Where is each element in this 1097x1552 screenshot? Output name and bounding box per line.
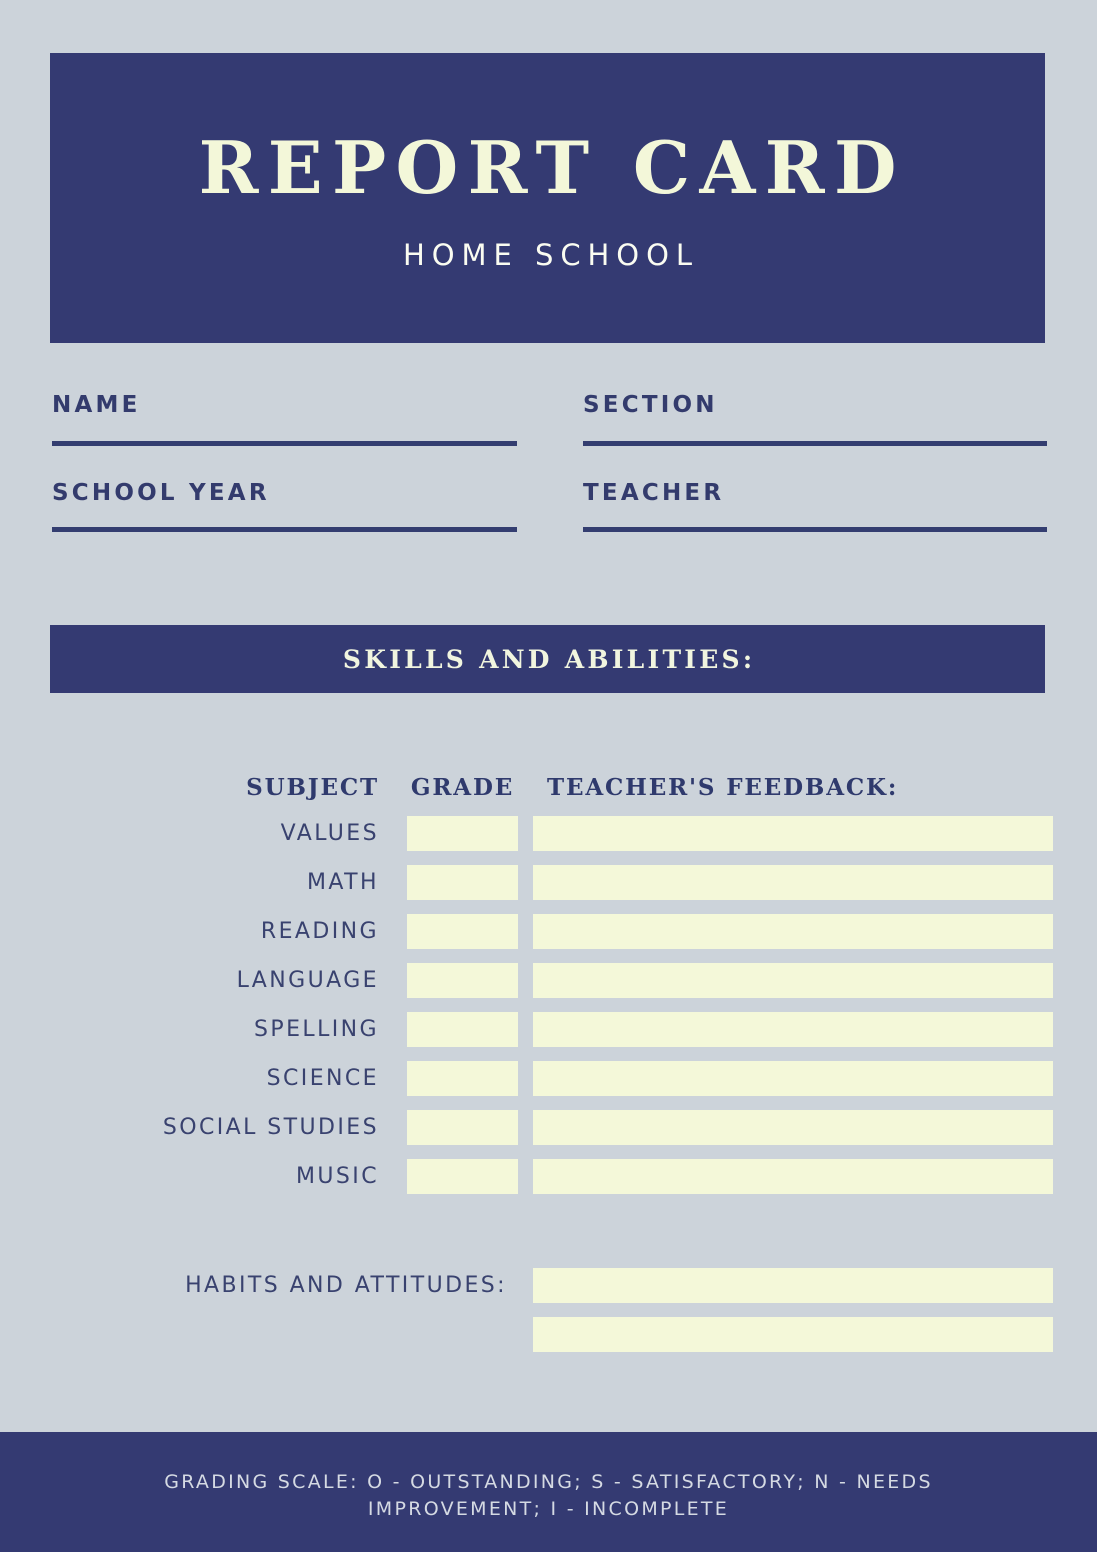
- grade-input[interactable]: [407, 914, 518, 949]
- skills-banner: [50, 625, 1045, 693]
- subject-label: SPELLING: [254, 1017, 379, 1042]
- section-input-line[interactable]: [583, 441, 1047, 446]
- name-input-line[interactable]: [52, 441, 517, 446]
- feedback-input[interactable]: [533, 1159, 1053, 1194]
- teacher-label: TEACHER: [583, 480, 725, 506]
- feedback-input[interactable]: [533, 1110, 1053, 1145]
- feedback-input[interactable]: [533, 816, 1053, 851]
- table-row: [0, 963, 1097, 998]
- subject-label: READING: [260, 919, 379, 944]
- grading-scale-line-1: GRADING SCALE: O - OUTSTANDING; S - SATISFACTORY; N - NEEDS: [164, 1471, 933, 1493]
- grading-scale-line-2: IMPROVEMENT; I - INCOMPLETE: [367, 1498, 730, 1520]
- habits-input[interactable]: [533, 1317, 1053, 1352]
- subject-label: MUSIC: [296, 1164, 379, 1189]
- feedback-input[interactable]: [533, 914, 1053, 949]
- grade-input[interactable]: [407, 865, 518, 900]
- grade-input[interactable]: [407, 1012, 518, 1047]
- table-row: [0, 1012, 1097, 1047]
- table-row: [0, 914, 1097, 949]
- table-row: [0, 816, 1097, 851]
- column-header-grade: GRADE: [410, 774, 515, 801]
- grade-input[interactable]: [407, 963, 518, 998]
- footer-bar: [0, 1432, 1097, 1552]
- school-year-input-line[interactable]: [52, 527, 517, 532]
- feedback-input[interactable]: [533, 1012, 1053, 1047]
- habits-input[interactable]: [533, 1268, 1053, 1303]
- feedback-input[interactable]: [533, 1061, 1053, 1096]
- header-block: [50, 53, 1045, 343]
- table-row: [0, 1061, 1097, 1096]
- name-label: NAME: [52, 392, 141, 418]
- teacher-input-line[interactable]: [583, 527, 1047, 532]
- grade-input[interactable]: [407, 1159, 518, 1194]
- habits-label: HABITS AND ATTITUDES:: [185, 1273, 507, 1298]
- subject-label: VALUES: [280, 821, 379, 846]
- grade-input[interactable]: [407, 1110, 518, 1145]
- table-row: [0, 865, 1097, 900]
- subject-label: SCIENCE: [266, 1066, 379, 1091]
- grade-input[interactable]: [407, 816, 518, 851]
- feedback-input[interactable]: [533, 865, 1053, 900]
- skills-banner-title: SKILLS AND ABILITIES:: [342, 644, 756, 674]
- column-header-subject: SUBJECT: [246, 774, 379, 801]
- column-header-feedback: TEACHER'S FEEDBACK:: [547, 774, 899, 801]
- school-year-label: SCHOOL YEAR: [52, 480, 270, 506]
- subject-label: SOCIAL STUDIES: [162, 1115, 379, 1140]
- feedback-input[interactable]: [533, 963, 1053, 998]
- table-row: [0, 1159, 1097, 1194]
- table-row: [0, 1110, 1097, 1145]
- section-label: SECTION: [583, 392, 718, 418]
- subject-label: LANGUAGE: [236, 968, 379, 993]
- page-subtitle: HOME SCHOOL: [402, 237, 699, 272]
- subject-label: MATH: [307, 870, 379, 895]
- grade-input[interactable]: [407, 1061, 518, 1096]
- page-title: REPORT CARD: [198, 124, 906, 210]
